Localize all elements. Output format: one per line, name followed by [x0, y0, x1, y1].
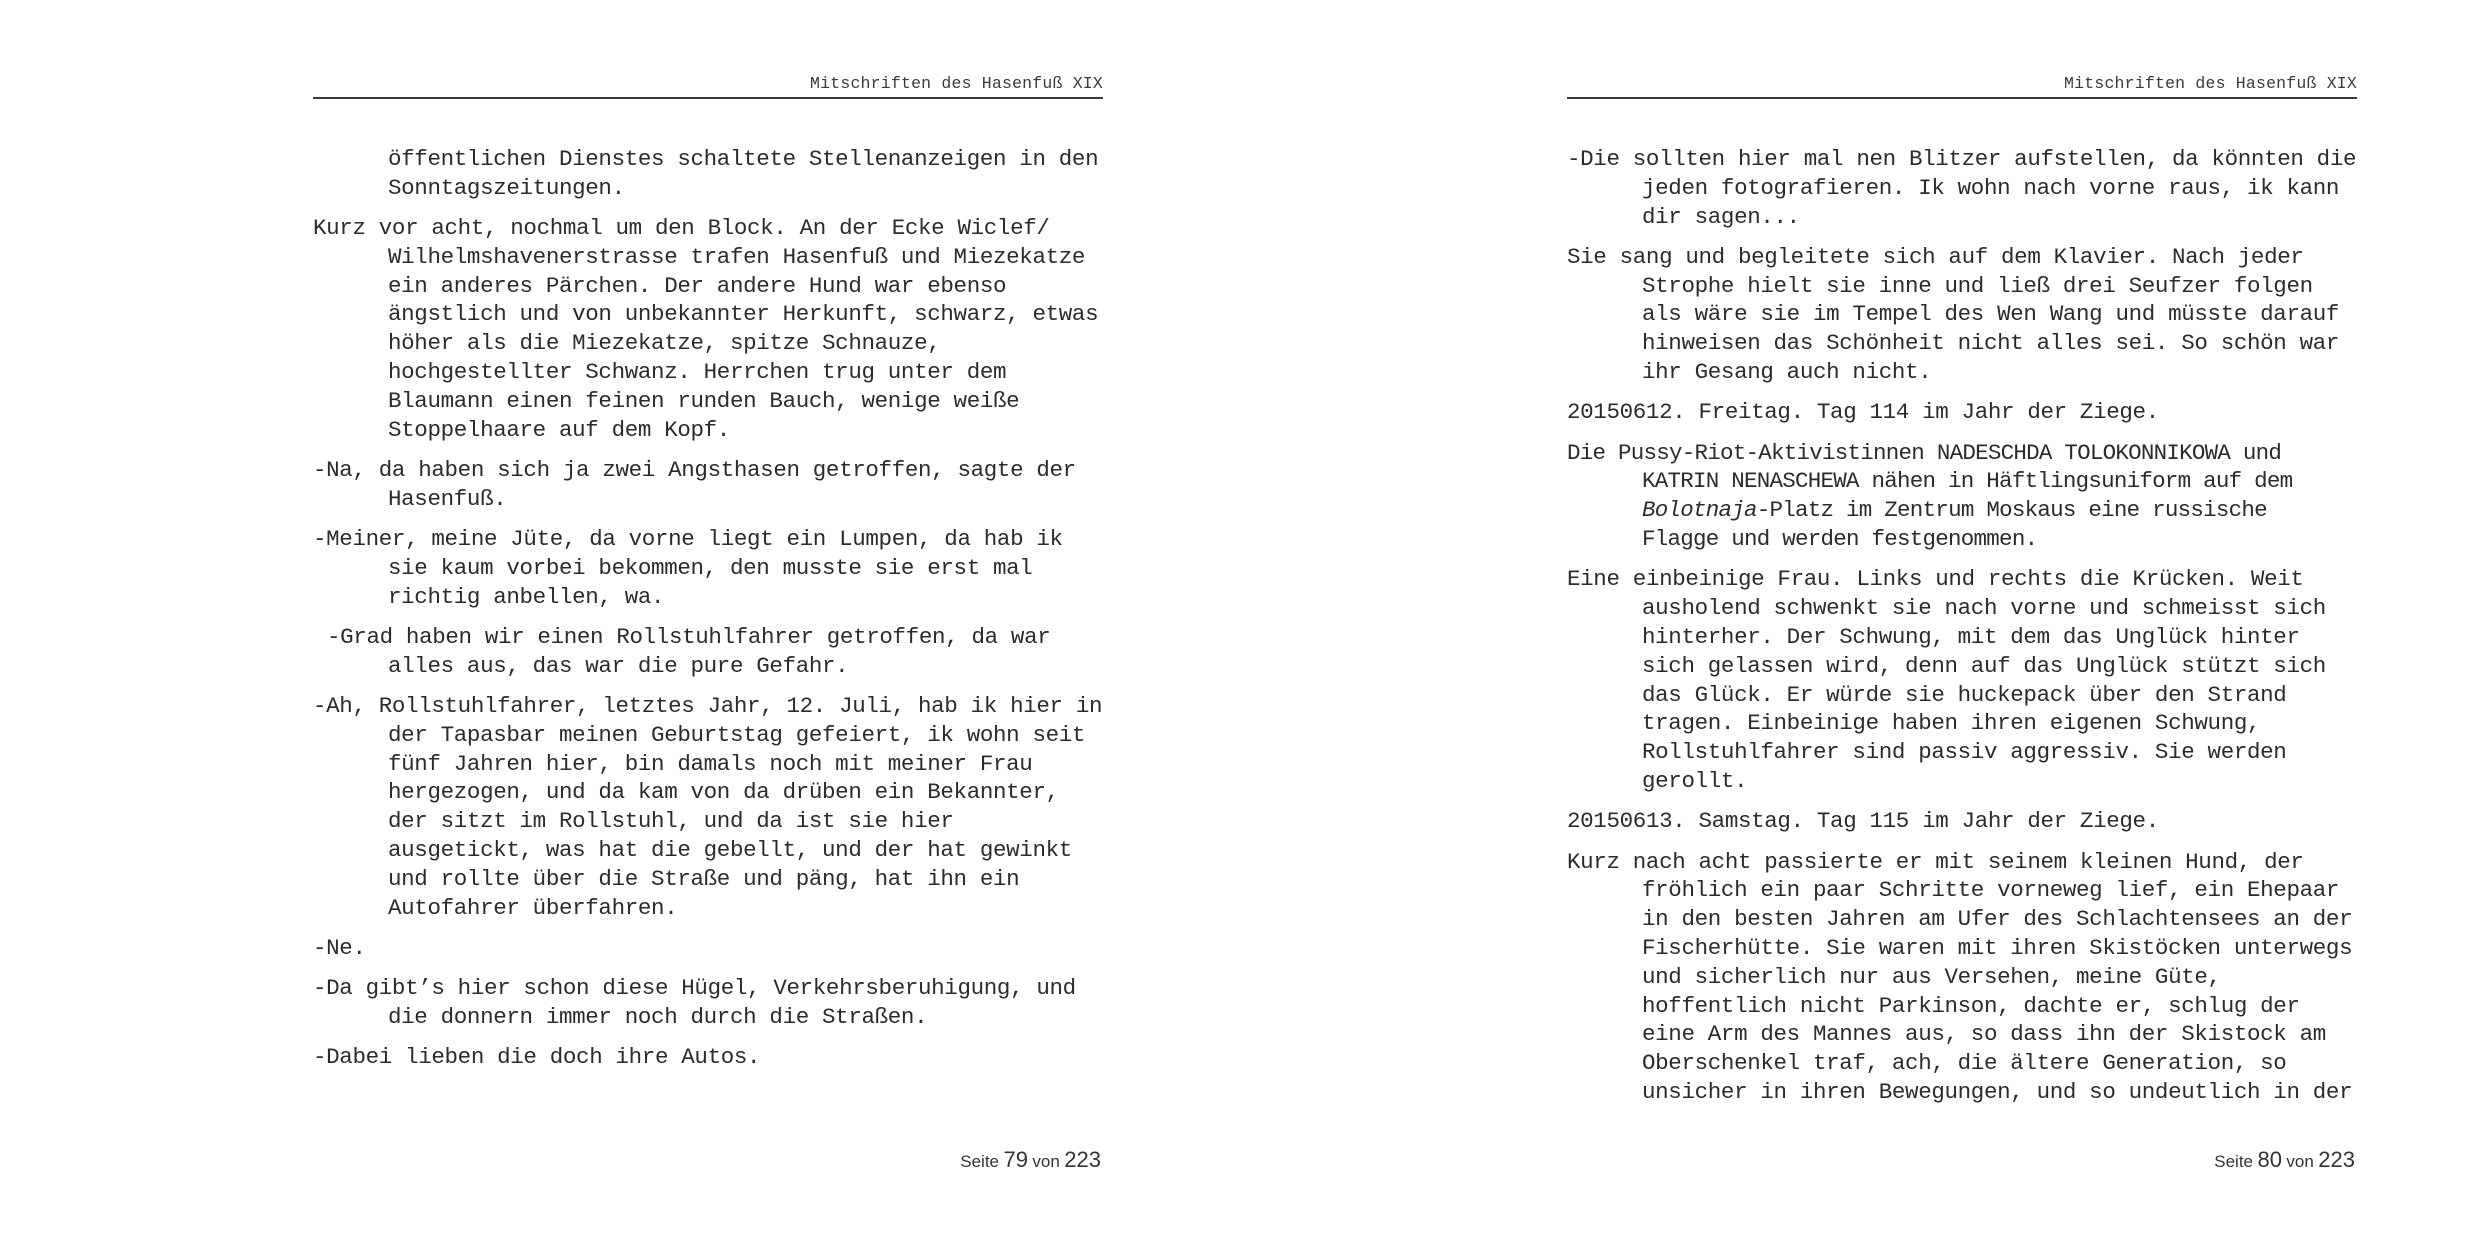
dialogue-line: -Na, da haben sich ja zwei Angsthasen getroffen, sagte der Hasenfuß. — [313, 456, 1076, 512]
dialogue-line: -Die sollten hier mal nen Blitzer aufstellen, da könnten die jeden fotografieren. Ik wohn nach vorne raus, ik kann dir sagen... — [1567, 146, 2357, 230]
dialogue-line: -Dabei lieben die doch ihre Autos. — [313, 1044, 761, 1071]
paragraph: Kurz vor acht, nochmal um den Block. An der Ecke Wiclef/ Wilhelmshavenerstrasse trafen Hasenfuß und Miezekatze ein anderes Pärchen. Der andere Hund war ebenso ängstlich und von unbekannter Herkunft, schwarz, etwas höher als die Miezekatze, spitze Schnauze, hochgestellter Schwanz. Herrchen trug unter dem Blaumann einen feinen runden Bauch, wenige weiße Stoppelhaare auf dem Kopf. — [313, 215, 1099, 443]
dialogue-line: -Meiner, meine Jüte, da vorne liegt ein Lumpen, da hab ik sie kaum vorbei bekommen, den musste sie erst mal richtig anbellen, wa. — [313, 526, 1063, 610]
paragraph: öffentlichen Dienstes schaltete Stellenanzeigen in den Sonntagszeitungen. — [388, 146, 1099, 201]
page-separator: von — [1032, 1152, 1060, 1171]
diary-date: 20150613. Samstag. Tag 115 im Jahr der Ziege. — [1567, 808, 2159, 835]
header-rule — [313, 97, 1103, 99]
page-number — [2214, 1147, 2355, 1173]
paragraph: Sie sang und begleitete sich auf dem Klavier. Nach jeder Strophe hielt sie inne und ließ drei Seufzer folgen als wäre sie im Tempel des Wen Wang und müsste darauf hinweisen das Schönheit nicht alles sei. So schön war ihr Gesang auch nicht. — [1567, 243, 2340, 386]
news-text-end: -Platz im Zentrum Moskaus eine russische Flagge und werden festgenommen. — [1642, 497, 2267, 553]
dialogue-line: -Ne. — [313, 934, 366, 961]
left-page — [313, 0, 1103, 1240]
page-word: Seite — [2214, 1152, 2254, 1171]
diary-date: 20150612. Freitag. Tag 114 im Jahr der Ziege. — [1567, 399, 2159, 426]
paragraph: Eine einbeinige Frau. Links und rechts die Krücken. Weit ausholend schwenkt sie nach vorne und schmeisst sich hinterher. Der Schwung, mit dem das Unglück hinter sich gelassen wird, denn auf das Unglück stützt sich das Glück. Er würde sie huckepack über den Strand tragen. Einbeinige haben ihren eigenen Schwung, Rollstuhlfahrer sind passiv aggressiv. Sie werden gerollt. — [1567, 566, 2326, 794]
right-page — [1567, 0, 2357, 1240]
page-body — [1567, 145, 2357, 1118]
header-rule — [1567, 97, 2357, 99]
page-number — [960, 1147, 1101, 1173]
paragraph: Kurz nach acht passierte er mit seinem kleinen Hund, der fröhlich ein paar Schritte vorneweg lief, ein Ehepaar in den besten Jahren am Ufer des Schlachtensees an der Fischerhütte. Sie waren mit ihren Skistöcken unterwegs und sicherlich nur aus Versehen, meine Güte, hoffentlich nicht Parkinson, dachte er, schlug der eine Arm des Mannes aus, so dass ihn der Skistock am Oberschenkel traf, ach, die ältere Generation, so unsicher in ihren Bewegungen, und so undeutlich in der — [1567, 848, 2353, 1105]
page-current: 80 — [2257, 1147, 2282, 1172]
news-text: Die Pussy-Riot-Aktivistinnen NADESCHDA TOLOKONNIKOWA und KATRIN NENASCHEWA nähen in Häftlingsuniform auf dem — [1567, 439, 2293, 495]
page-total: 223 — [1064, 1147, 1101, 1172]
running-head: Mitschriften des Hasenfuß XIX — [810, 74, 1103, 93]
page-word: Seite — [960, 1152, 1000, 1171]
page-separator: von — [2286, 1152, 2314, 1171]
page-body — [313, 145, 1103, 1084]
page-current: 79 — [1003, 1147, 1028, 1172]
running-head: Mitschriften des Hasenfuß XIX — [2064, 74, 2357, 93]
dialogue-line: -Ah, Rollstuhlfahrer, letztes Jahr, 12. Juli, hab ik hier in der Tapasbar meinen Geburtstag gefeiert, ik wohn seit fünf Jahren hier, bin damals noch mit meiner Frau hergezogen, und da kam von da drüben ein Bekannter, der sitzt im Rollstuhl, und da ist sie hier ausgetickt, was hat die gebellt, und der hat gewinkt und rollte über die Straße und päng, hat ihn ein Autofahrer überfahren. — [313, 693, 1103, 921]
place-name: Bolotnaja — [1642, 497, 1757, 524]
paragraph — [1567, 439, 2357, 554]
dialogue-line: -Grad haben wir einen Rollstuhlfahrer getroffen, da war alles aus, das war die pure Gefahr. — [327, 623, 1051, 679]
page-total: 223 — [2318, 1147, 2355, 1172]
dialogue-line: -Da gibt’s hier schon diese Hügel, Verkehrsberuhigung, und die donnern immer noch durch die Straßen. — [313, 975, 1076, 1031]
